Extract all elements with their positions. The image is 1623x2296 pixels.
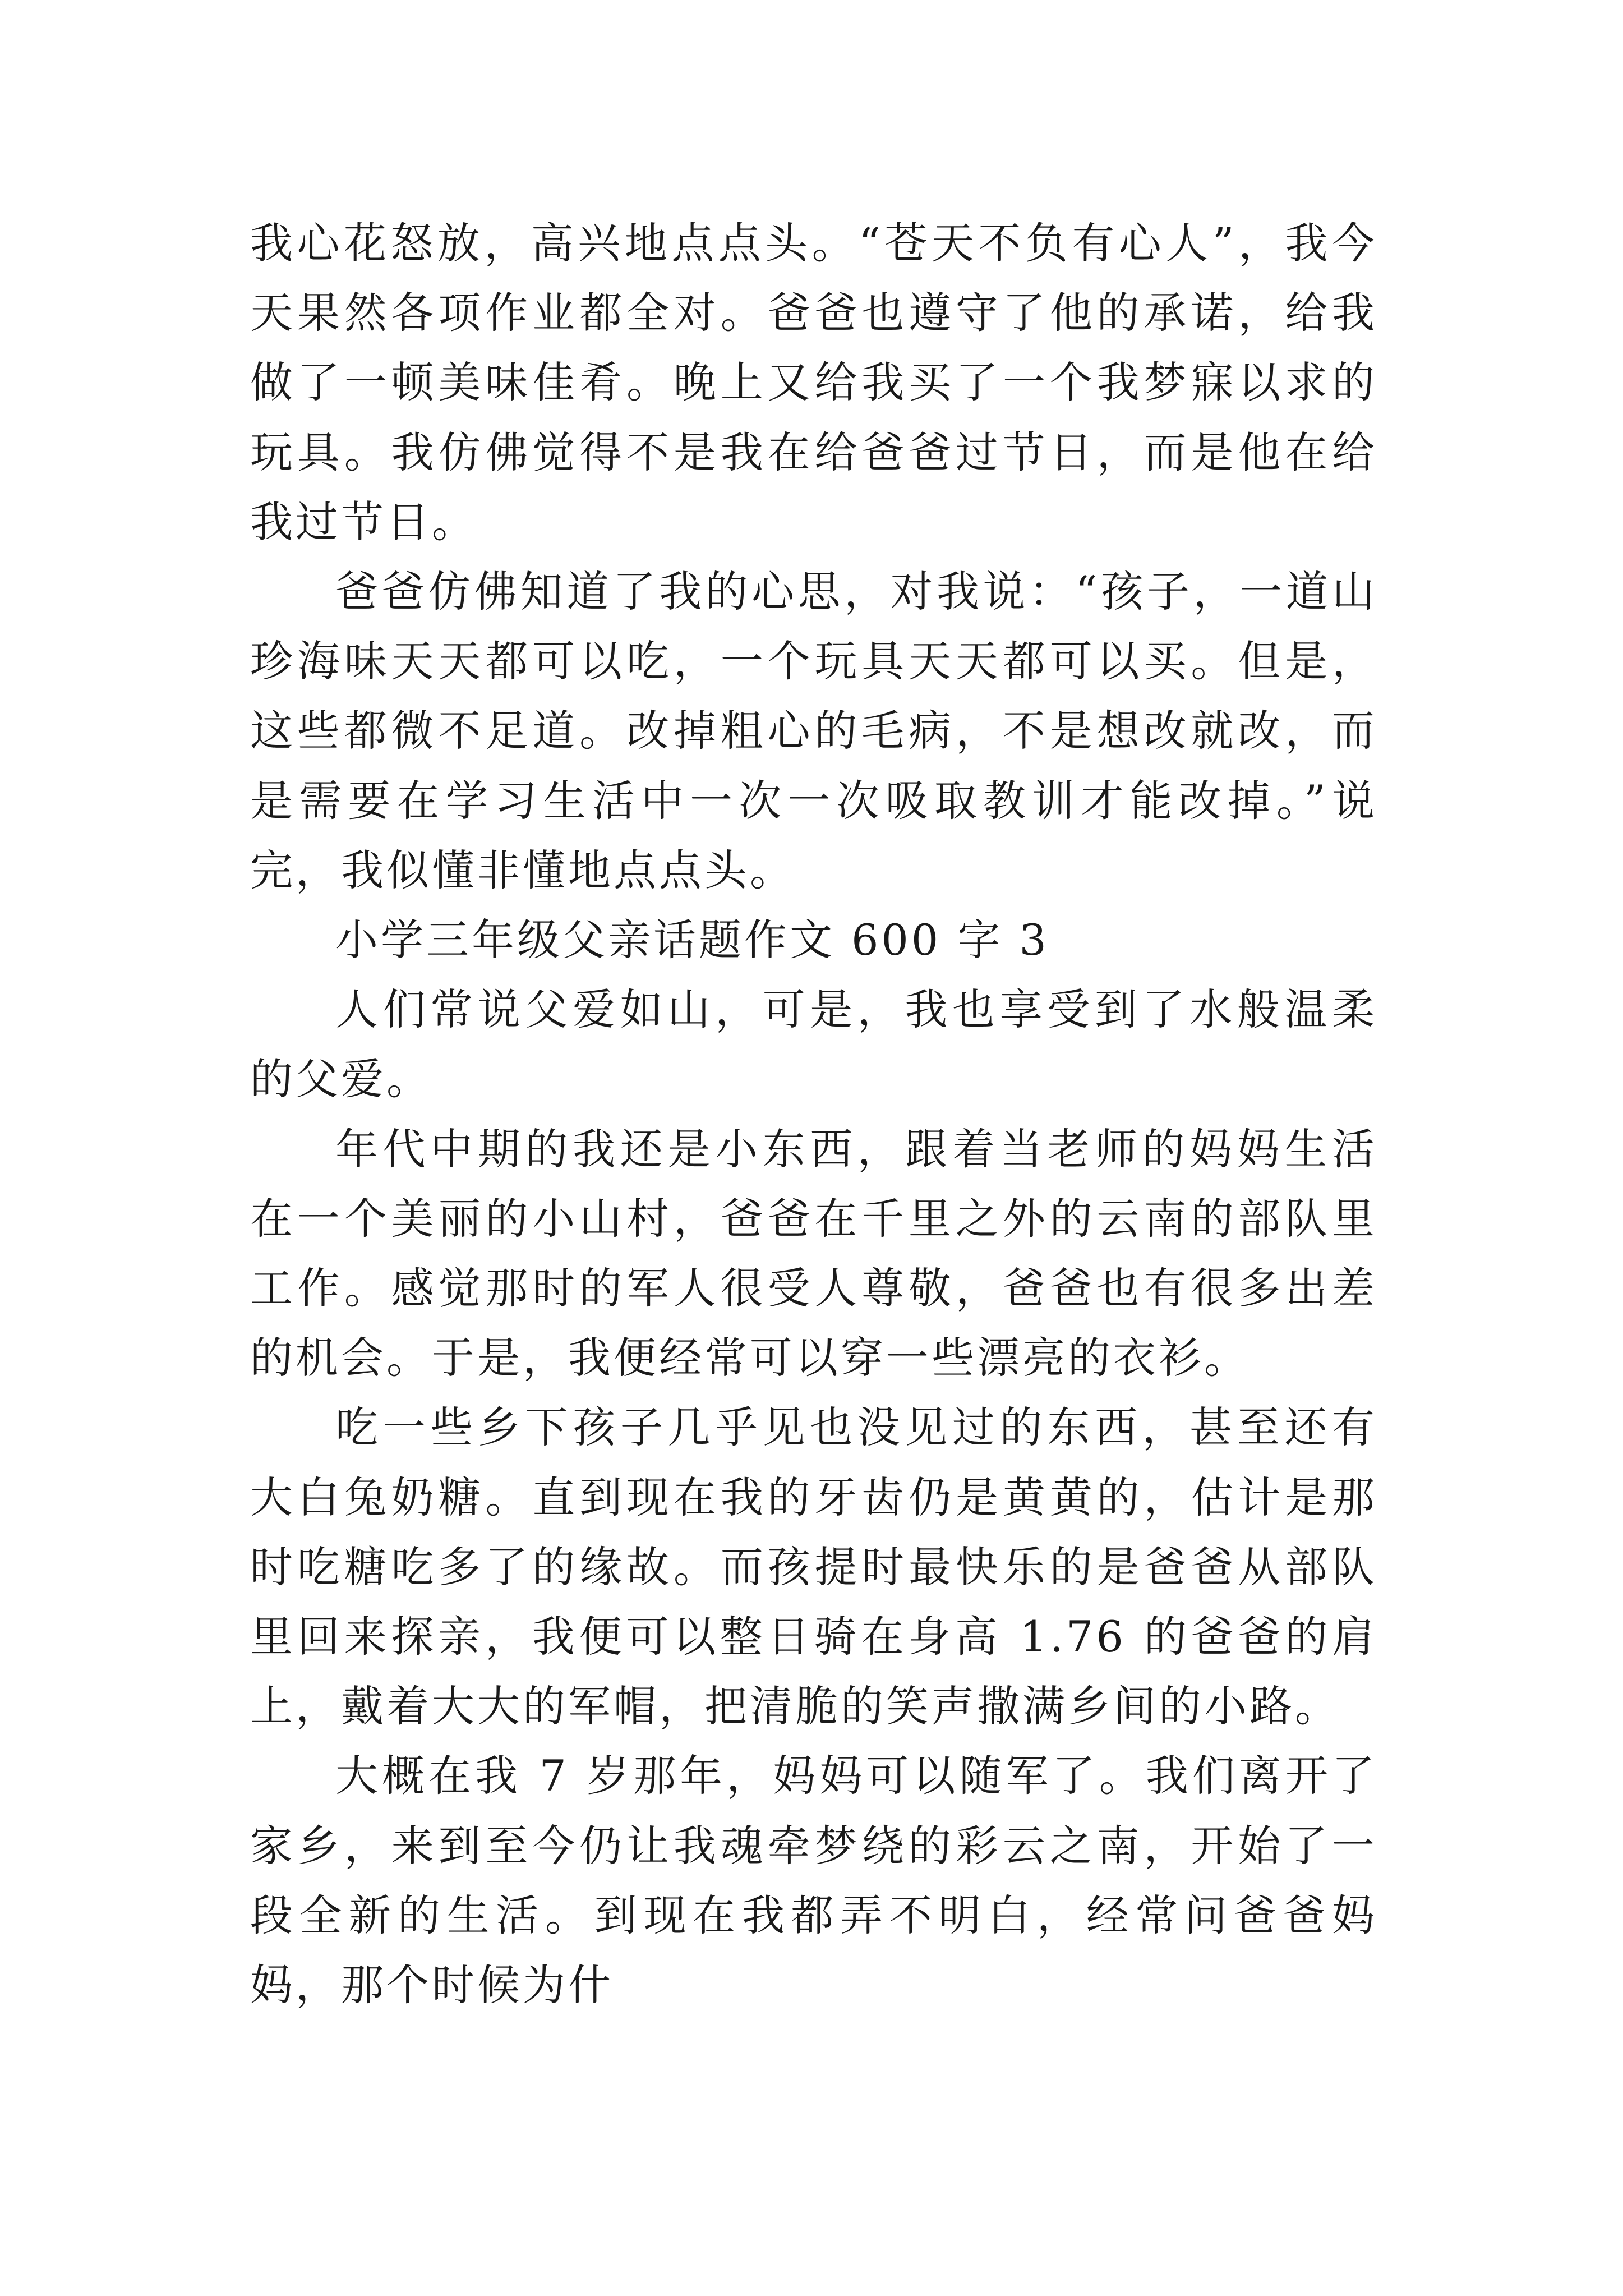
paragraph-continuation: 我心花怒放，高兴地点点头。“苍天不负有心人”，我今天果然各项作业都全对。爸爸也遵守了他的承诺，给我做了一顿美味佳肴。晚上又给我买了一个我梦寐以求的玩具。我仿佛觉得不是我在给爸爸过节日，而是他在给我过节日。 [250,218,1377,547]
document-body [250,209,1377,2020]
paragraph: 爸爸仿佛知道了我的心思，对我说：“孩子，一道山珍海味天天都可以吃，一个玩具天天都可以买。但是，这些都微不足道。改掉粗心的毛病，不是想改就改，而是需要在学习生活中一次一次吸取教训才能改掉。”说完，我似懂非懂地点点头。 [250,567,1377,895]
paragraph: 大概在我 7 岁那年，妈妈可以随军了。我们离开了家乡，来到至今仍让我魂牵梦绕的彩云之南，开始了一段全新的生活。到现在我都弄不明白，经常问爸爸妈妈，那个时候为什 [250,1751,1377,2010]
section-heading: 小学三年级父亲话题作文 600 字 3 [335,915,1049,965]
paragraph: 人们常说父爱如山，可是，我也享受到了水般温柔的父爱。 [250,984,1377,1105]
paragraph: 年代中期的我还是小东西，跟着当老师的妈妈生活在一个美丽的小山村，爸爸在千里之外的云南的部队里工作。感觉那时的军人很受人尊敬，爸爸也有很多出差的机会。于是，我便经常可以穿一些漂亮的衣衫。 [250,1124,1377,1383]
paragraph: 吃一些乡下孩子几乎见也没见过的东西，甚至还有大白兔奶糖。直到现在我的牙齿仍是黄黄的，估计是那时吃糖吃多了的缘故。而孩提时最快乐的是爸爸从部队里回来探亲，我便可以整日骑在身高 1.76 的爸爸的肩上，戴着大大的军帽，把清脆的笑声撒满乡间的小路。 [250,1402,1377,1732]
